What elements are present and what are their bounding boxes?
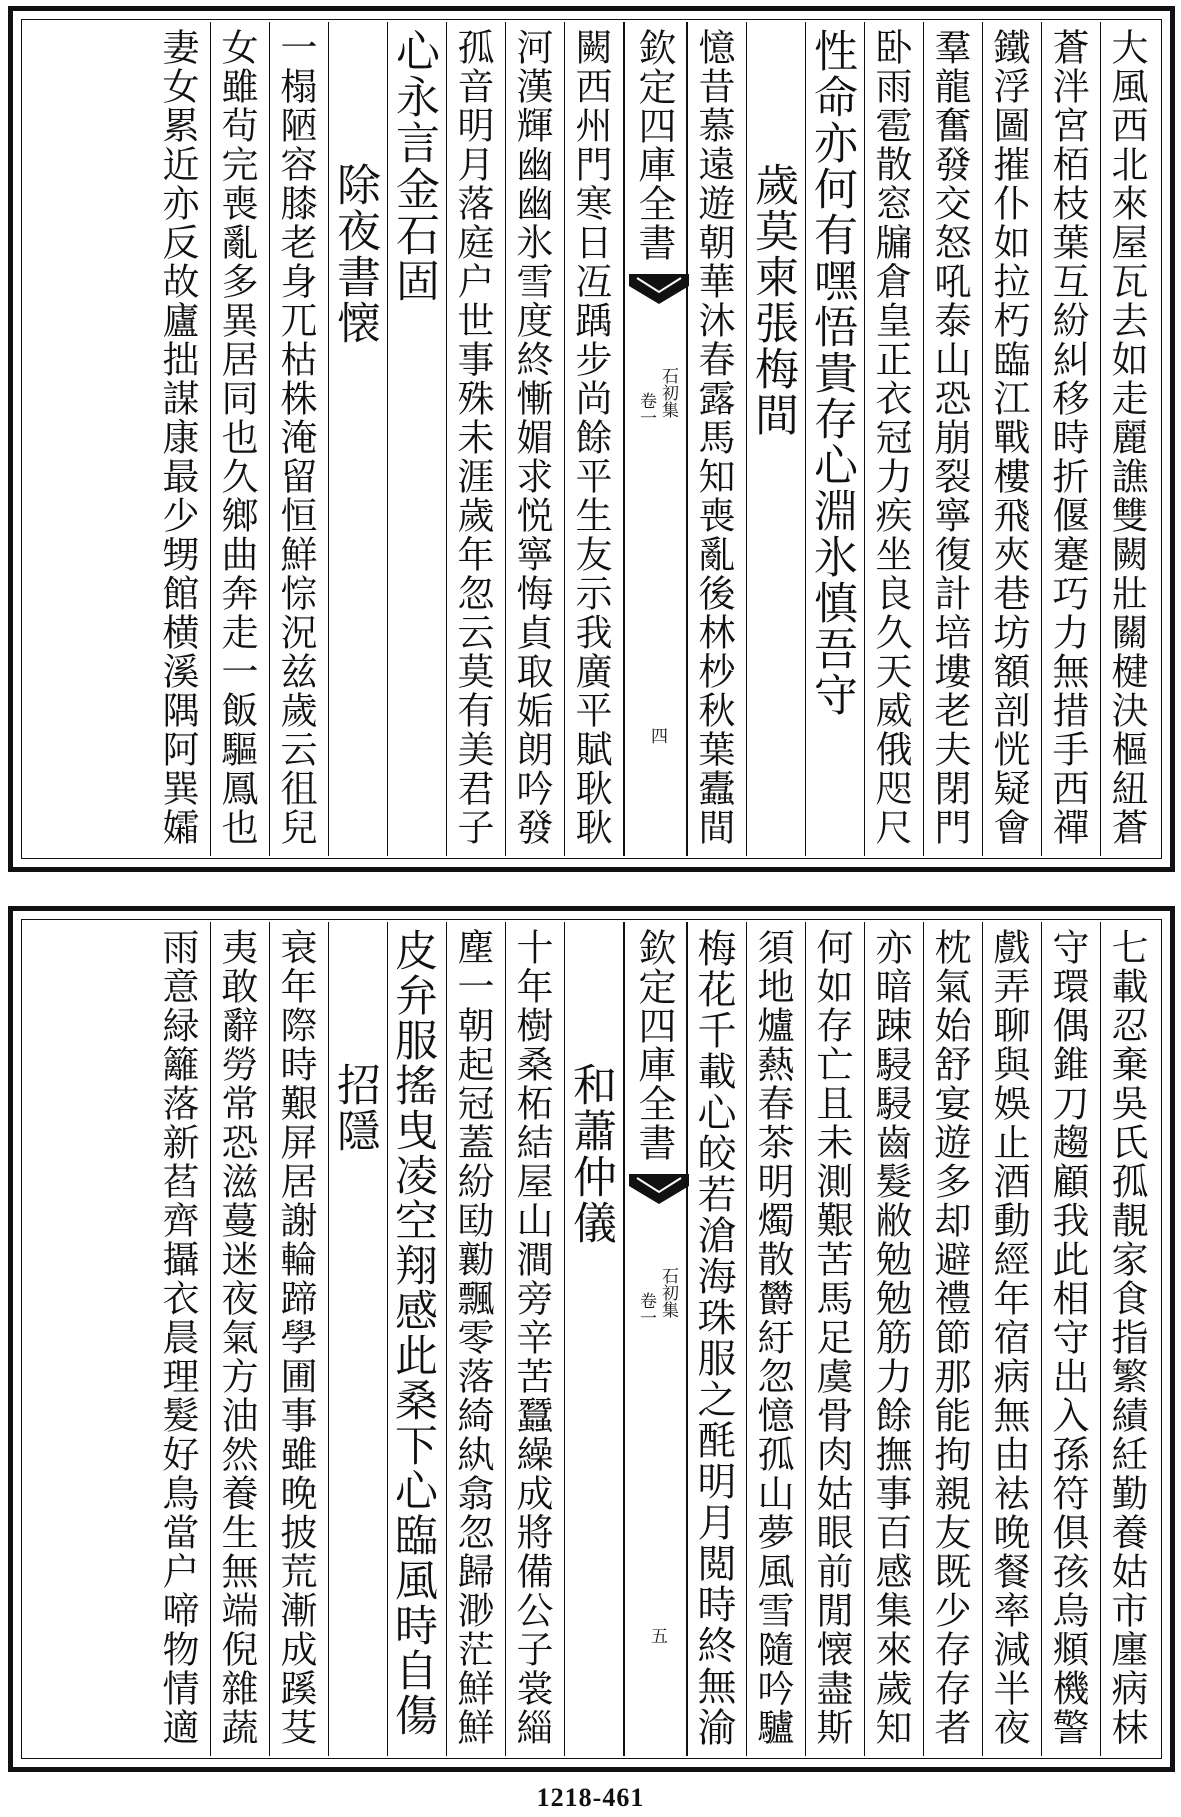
verse-line: 鐵浮圖摧仆如拉朽臨江戰樓飛夾巷坊額剖恍疑會 xyxy=(987,28,1030,847)
poem-title: 招隱 xyxy=(329,1062,380,1154)
text-column xyxy=(1041,22,1100,856)
library-title: 欽定四庫全書 xyxy=(632,928,676,1162)
text-column xyxy=(446,22,505,856)
verse-line: 蒼泮宮栢枝葉互紛糾移時折偃蹇巧力無措手西禪 xyxy=(1046,28,1089,847)
text-column xyxy=(446,922,505,1756)
text-column xyxy=(387,22,446,856)
verse-line: 戲弄聊與娛止酒動經年宿病無由袪晚餐率減半夜 xyxy=(987,928,1030,1747)
text-column xyxy=(864,22,923,856)
text-column xyxy=(505,22,564,856)
fish-tail-ornament-icon xyxy=(629,274,689,306)
poem-title: 除夜書懐 xyxy=(329,162,380,346)
juan-number: 卷一 xyxy=(636,1292,656,1326)
text-column xyxy=(564,22,623,856)
text-column xyxy=(923,922,982,1756)
verse-line: 妻女累近亦反故廬拙謀康最少甥館横溪隅阿巽孀 xyxy=(156,28,199,847)
verse-line: 衰年際時艱屏居謝輪蹄學圃事雖晚披荒漸成蹊芟 xyxy=(274,928,317,1747)
center-column xyxy=(623,922,687,1756)
folio-top-columns xyxy=(24,22,1159,856)
verse-line: 羣龍奮發交怒吼泰山恐崩裂寧復計培塿老夫閉門 xyxy=(928,28,971,847)
verse-line: 闕西州門寒日冱踽步尚餘平生友示我廣平賦耿耿 xyxy=(569,28,612,847)
text-column xyxy=(151,22,210,856)
library-title: 欽定四庫全書 xyxy=(632,28,676,262)
text-column xyxy=(269,922,328,1756)
text-column xyxy=(328,22,387,856)
verse-line: 何如存亡且未測艱苦馬足虞骨肉姑眼前閒懐盡斯 xyxy=(810,928,853,1747)
folio-bottom-columns xyxy=(24,922,1159,1756)
verse-line: 大風西北來屋瓦去如走麗譙雙闕壯關楗決樞紐蒼 xyxy=(1105,28,1148,847)
text-column xyxy=(210,922,269,1756)
page-number: 1218-461 xyxy=(536,1783,645,1812)
text-column xyxy=(1100,22,1159,856)
verse-line: 十年樹桑柘結屋山澗旁辛苦蠶繰成將備公子裳緇 xyxy=(510,928,553,1747)
verse-line: 性命亦何有嘿悟貴存心淵氷慎吾守 xyxy=(806,28,857,718)
verse-line: 守環偶錐刀趨顧我此相守出入孫符俱孩烏頫機警 xyxy=(1046,928,1089,1747)
poem-title: 歲莫柬張梅間 xyxy=(747,162,798,438)
fish-tail-ornament-icon xyxy=(629,1174,689,1206)
verse-line: 孤音明月落庭户世事殊未涯歲年忽云莫有美君子 xyxy=(451,28,494,847)
center-column xyxy=(623,22,687,856)
text-column xyxy=(1100,922,1159,1756)
verse-line: 夷敢辭勞常恐滋蔓迷夜氣方油然養生無端倪雜蔬 xyxy=(215,928,258,1747)
verse-line: 須地爐爇春茶明燭散欝紆忽憶孤山夢風雪隨吟驢 xyxy=(751,928,794,1747)
text-column xyxy=(923,22,982,856)
verse-line: 枕氣始舒宴遊多却避禮節那能拘親友既少存存者 xyxy=(928,928,971,1747)
verse-line: 心永言金石固 xyxy=(388,28,439,304)
verse-line: 塵一朝起冠蓋紛劻勷飄零落綺紈翕忽歸渺茫鮮鮮 xyxy=(451,928,494,1747)
text-column xyxy=(151,922,210,1756)
text-column xyxy=(864,922,923,1756)
folio-top xyxy=(8,6,1175,872)
text-column xyxy=(805,922,864,1756)
text-column xyxy=(687,22,746,856)
text-column xyxy=(505,922,564,1756)
verse-line: 皮弁服搖曳凌空翔感此桑下心臨風時自傷 xyxy=(388,928,438,1738)
verse-line: 卧雨雹散窓牖倉皇正衣冠力疾坐良久天威俄咫尺 xyxy=(869,28,912,847)
text-column xyxy=(210,22,269,856)
text-column xyxy=(746,22,805,856)
verse-line: 一榻陋容膝老身兀枯株淹留恒鮮悰況兹歲云徂兒 xyxy=(274,28,317,847)
book-title: 石初集 xyxy=(658,367,678,418)
verse-line: 七載忍棄吳氏孤靚家食指繁績紝勤養姑市廛病枺 xyxy=(1105,928,1148,1747)
leaf-number: 五 xyxy=(647,1627,667,1644)
text-column xyxy=(805,22,864,856)
verse-line: 女雖茍完喪亂多異居同也久鄉曲奔走一飯驅鳳也 xyxy=(215,28,258,847)
verse-line: 亦暗踈駸駸齒髮敝勉勉筋力餘撫事百感集來歲知 xyxy=(869,928,912,1747)
leaf-number: 四 xyxy=(647,727,667,744)
juan-number: 卷一 xyxy=(636,392,656,426)
text-column xyxy=(328,922,387,1756)
verse-line: 梅花千載心皎若滄海珠服之酕明月閲時終無渝 xyxy=(691,928,736,1748)
text-column xyxy=(1041,922,1100,1756)
folio-bottom xyxy=(8,906,1175,1772)
text-column xyxy=(564,922,623,1756)
book-title: 石初集 xyxy=(658,1267,678,1318)
verse-line: 憶昔慕遠遊朝華沐春露馬知喪亂後林杪秋葉蠹間 xyxy=(692,28,735,847)
verse-line: 河漢輝幽幽氷雪度終慚媚求悦寧悔貞取姤朗吟發 xyxy=(510,28,553,847)
text-column xyxy=(269,22,328,856)
text-column xyxy=(982,22,1041,856)
poem-title: 和蕭仲儀 xyxy=(565,1062,616,1246)
text-column xyxy=(387,922,446,1756)
text-column xyxy=(687,922,746,1756)
verse-line: 雨意緑籬落新萏齊攝衣晨理髮好鳥當户啼物情適 xyxy=(156,928,199,1747)
text-column xyxy=(746,922,805,1756)
text-column xyxy=(982,922,1041,1756)
